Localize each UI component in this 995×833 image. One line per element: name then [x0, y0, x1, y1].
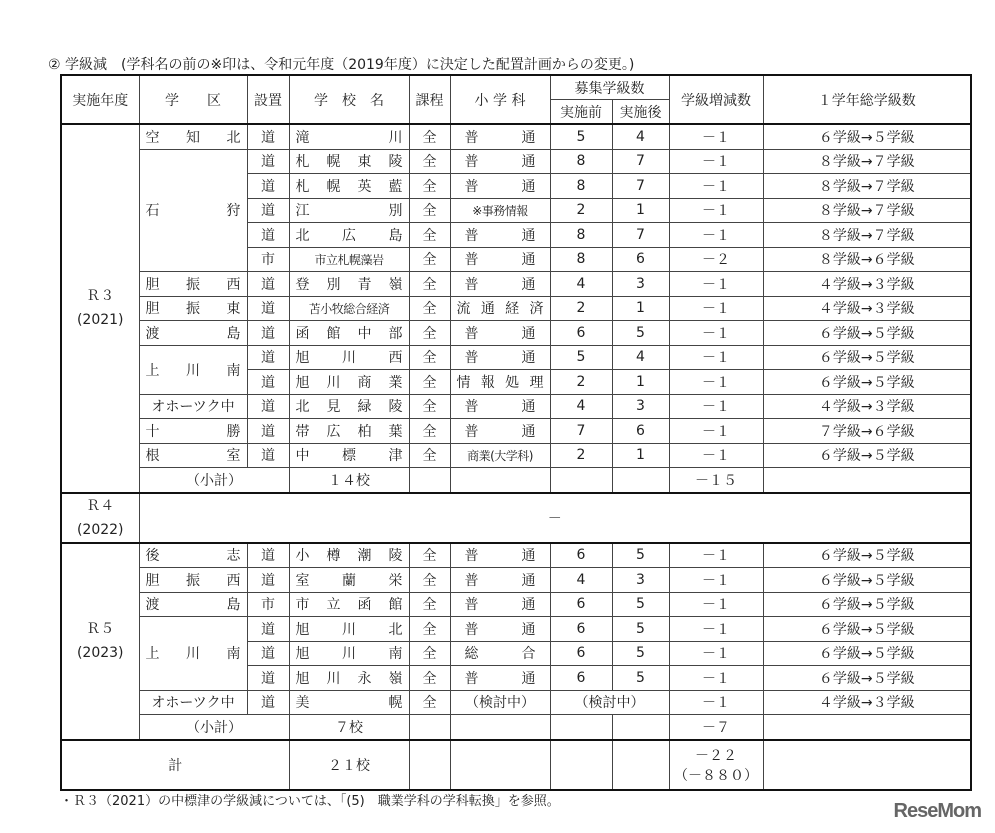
- course-cell: 全: [409, 419, 450, 444]
- school-cell: 北広島: [289, 223, 409, 248]
- total-cell: ４学級→３学級: [763, 296, 971, 321]
- empty-cell: [612, 740, 669, 790]
- subject-cell: 総合: [450, 641, 550, 666]
- change-cell: －１: [669, 568, 763, 593]
- total-cell: ４学級→３学級: [763, 394, 971, 419]
- setup-cell: 道: [247, 419, 289, 444]
- year-cell: [61, 543, 139, 740]
- school-cell: 苫小牧総合経済: [289, 296, 409, 321]
- district-cell: オホーツク中: [139, 394, 247, 419]
- change-cell: －１: [669, 666, 763, 691]
- header-setup: 設置: [247, 75, 289, 124]
- total-cell: ６学級→５学級: [763, 370, 971, 395]
- setup-cell: 道: [247, 641, 289, 666]
- subject-cell: 流通経済: [450, 296, 550, 321]
- change-cell: －１: [669, 370, 763, 395]
- total-cell: ６学級→５学級: [763, 543, 971, 568]
- subject-cell: ※事務情報: [450, 198, 550, 223]
- school-cell: 札幌英藍: [289, 174, 409, 199]
- subject-cell: 普通: [450, 666, 550, 691]
- school-cell: 滝川: [289, 124, 409, 149]
- school-cell: 小樽潮陵: [289, 543, 409, 568]
- change-cell: －１: [669, 345, 763, 370]
- header-after: 実施後: [612, 100, 669, 125]
- empty-cell: [409, 715, 450, 740]
- after-cell: 4: [612, 345, 669, 370]
- subtotal-change: －７: [669, 715, 763, 740]
- subject-cell: 普通: [450, 149, 550, 174]
- total-cell: ８学級→７学級: [763, 149, 971, 174]
- after-cell: 5: [612, 543, 669, 568]
- course-cell: 全: [409, 272, 450, 297]
- subtotal-row: [61, 468, 971, 493]
- year-label: Ｒ４: [86, 497, 115, 514]
- setup-cell: 道: [247, 223, 289, 248]
- total-cell: ８学級→７学級: [763, 198, 971, 223]
- school-cell: 市立札幌藻岩: [289, 247, 409, 272]
- setup-cell: 道: [247, 272, 289, 297]
- total-cell: ６学級→５学級: [763, 592, 971, 617]
- subtotal-schools: １４校: [289, 468, 409, 493]
- change-cell: －１: [669, 617, 763, 642]
- course-cell: 全: [409, 223, 450, 248]
- setup-cell: 道: [247, 568, 289, 593]
- after-cell: 3: [612, 394, 669, 419]
- school-cell: 札幌東陵: [289, 149, 409, 174]
- course-cell: 全: [409, 321, 450, 346]
- header-course: 課程: [409, 75, 450, 124]
- before-cell: 6: [550, 543, 612, 568]
- total-cell: ８学級→７学級: [763, 174, 971, 199]
- change-cell: －１: [669, 690, 763, 715]
- change-cell: －１: [669, 592, 763, 617]
- empty-cell: [612, 468, 669, 493]
- empty-cell: [763, 468, 971, 493]
- change-cell: －１: [669, 198, 763, 223]
- table-row: [61, 124, 971, 149]
- district-cell: 胆振東: [139, 296, 247, 321]
- after-cell: 3: [612, 568, 669, 593]
- course-cell: 全: [409, 568, 450, 593]
- table-row: [61, 617, 971, 642]
- setup-cell: 道: [247, 174, 289, 199]
- subtotal-change: －１５: [669, 468, 763, 493]
- setup-cell: 道: [247, 666, 289, 691]
- subject-cell: 普通: [450, 543, 550, 568]
- course-cell: 全: [409, 247, 450, 272]
- before-cell: 6: [550, 321, 612, 346]
- subject-cell: 商業(大学科): [450, 443, 550, 468]
- setup-cell: 道: [247, 124, 289, 149]
- before-cell: 5: [550, 124, 612, 149]
- subject-cell: 普通: [450, 419, 550, 444]
- setup-cell: 道: [247, 370, 289, 395]
- after-cell: 1: [612, 296, 669, 321]
- course-cell: 全: [409, 592, 450, 617]
- table-row: [61, 592, 971, 617]
- table-row: [61, 272, 971, 297]
- total-cell: ６学級→５学級: [763, 568, 971, 593]
- district-cell: 十勝: [139, 419, 247, 444]
- total-cell: ６学級→５学級: [763, 641, 971, 666]
- subtotal-row: [61, 715, 971, 740]
- empty-cell: [409, 740, 450, 790]
- change-cell: －１: [669, 321, 763, 346]
- grand-total-change-value: －２２: [695, 747, 737, 764]
- subject-cell: 普通: [450, 223, 550, 248]
- no-change-cell: －: [139, 493, 971, 543]
- header-recruit: 募集学級数: [550, 75, 669, 100]
- setup-cell: 道: [247, 345, 289, 370]
- after-cell: 4: [612, 124, 669, 149]
- subject-cell: 普通: [450, 394, 550, 419]
- resemom-logo: ReseMom: [893, 800, 981, 822]
- year-label: Ｒ５: [86, 621, 115, 637]
- school-cell: 旭川北: [289, 617, 409, 642]
- before-cell: 8: [550, 174, 612, 199]
- course-cell: 全: [409, 543, 450, 568]
- before-cell: 4: [550, 568, 612, 593]
- after-cell: 6: [612, 419, 669, 444]
- setup-cell: 道: [247, 543, 289, 568]
- before-cell: 4: [550, 272, 612, 297]
- before-cell: 8: [550, 223, 612, 248]
- table-row: [61, 493, 971, 543]
- district-cell: 胆振西: [139, 272, 247, 297]
- school-cell: 市立函館: [289, 592, 409, 617]
- table-row: [61, 345, 971, 370]
- table-row: [61, 443, 971, 468]
- empty-cell: [450, 468, 550, 493]
- before-cell: 2: [550, 198, 612, 223]
- subject-cell: 普通: [450, 272, 550, 297]
- table-row: [61, 419, 971, 444]
- before-cell: 6: [550, 617, 612, 642]
- after-cell: 6: [612, 247, 669, 272]
- change-cell: －１: [669, 272, 763, 297]
- before-cell: 8: [550, 149, 612, 174]
- year-cell: [61, 493, 139, 543]
- grand-total-change-students: （－８８０）: [674, 767, 758, 784]
- grand-total-row: [61, 740, 971, 790]
- total-cell: ６学級→５学級: [763, 124, 971, 149]
- district-cell: 石狩: [139, 149, 247, 272]
- subject-cell: （検討中）: [450, 690, 550, 715]
- empty-cell: [763, 715, 971, 740]
- setup-cell: 道: [247, 296, 289, 321]
- header-total: １学年総学級数: [763, 75, 971, 124]
- subject-cell: 普通: [450, 568, 550, 593]
- year-label: Ｒ３: [86, 288, 115, 305]
- setup-cell: 道: [247, 443, 289, 468]
- subject-cell: 普通: [450, 617, 550, 642]
- school-cell: 美幌: [289, 690, 409, 715]
- course-cell: 全: [409, 641, 450, 666]
- header-district: 学 区: [139, 75, 247, 124]
- subject-cell: 普通: [450, 124, 550, 149]
- district-cell: 後志: [139, 543, 247, 568]
- course-cell: 全: [409, 296, 450, 321]
- before-cell: 5: [550, 345, 612, 370]
- after-cell: 3: [612, 272, 669, 297]
- change-cell: －１: [669, 149, 763, 174]
- year-sub-label: (2023): [76, 645, 124, 661]
- change-cell: －１: [669, 443, 763, 468]
- after-cell: 7: [612, 149, 669, 174]
- district-cell: オホーツク中: [139, 690, 247, 715]
- total-cell: ８学級→７学級: [763, 223, 971, 248]
- subject-cell: 普通: [450, 174, 550, 199]
- school-cell: 登別青嶺: [289, 272, 409, 297]
- empty-cell: [763, 740, 971, 790]
- setup-cell: 市: [247, 247, 289, 272]
- setup-cell: 道: [247, 617, 289, 642]
- course-cell: 全: [409, 690, 450, 715]
- subtotal-schools: ７校: [289, 715, 409, 740]
- school-cell: 旭川商業: [289, 370, 409, 395]
- change-cell: －１: [669, 296, 763, 321]
- course-cell: 全: [409, 345, 450, 370]
- table-row: [61, 543, 971, 568]
- school-cell: 帯広柏葉: [289, 419, 409, 444]
- setup-cell: 道: [247, 321, 289, 346]
- subject-cell: 普通: [450, 592, 550, 617]
- before-cell: 6: [550, 641, 612, 666]
- after-cell: 1: [612, 198, 669, 223]
- school-cell: 北見緑陵: [289, 394, 409, 419]
- school-cell: 旭川永嶺: [289, 666, 409, 691]
- after-cell: 5: [612, 321, 669, 346]
- district-cell: 胆振西: [139, 568, 247, 593]
- before-cell: 2: [550, 370, 612, 395]
- section-title: ② 学級減 (学科名の前の※印は、令和元年度（2019年度）に決定した配置計画からの変更。): [48, 57, 635, 73]
- year-sub-label: (2021): [76, 312, 124, 329]
- setup-cell: 道: [247, 149, 289, 174]
- school-cell: 中標津: [289, 443, 409, 468]
- change-cell: －１: [669, 543, 763, 568]
- course-cell: 全: [409, 617, 450, 642]
- change-cell: －１: [669, 419, 763, 444]
- setup-cell: 道: [247, 690, 289, 715]
- before-cell: 2: [550, 443, 612, 468]
- subject-cell: 普通: [450, 321, 550, 346]
- school-cell: 函館中部: [289, 321, 409, 346]
- header-school: 学 校 名: [289, 75, 409, 124]
- subtotal-label: （小計）: [139, 715, 289, 740]
- total-cell: ６学級→５学級: [763, 617, 971, 642]
- header-subject: 小 学 科: [450, 75, 550, 124]
- after-cell: 7: [612, 223, 669, 248]
- setup-cell: 道: [247, 394, 289, 419]
- after-cell: 1: [612, 443, 669, 468]
- grand-total-schools: ２１校: [289, 740, 409, 790]
- after-cell: 5: [612, 617, 669, 642]
- total-cell: ６学級→５学級: [763, 345, 971, 370]
- course-cell: 全: [409, 198, 450, 223]
- grand-total-label: 計: [61, 740, 289, 790]
- subject-cell: 情報処理: [450, 370, 550, 395]
- table-body: [61, 124, 971, 790]
- course-cell: 全: [409, 666, 450, 691]
- course-cell: 全: [409, 174, 450, 199]
- subtotal-label: （小計）: [139, 468, 289, 493]
- total-cell: ７学級→６学級: [763, 419, 971, 444]
- total-cell: ４学級→３学級: [763, 272, 971, 297]
- year-cell: [61, 124, 139, 493]
- change-cell: －２: [669, 247, 763, 272]
- empty-cell: [550, 715, 612, 740]
- table-row: [61, 321, 971, 346]
- setup-cell: 道: [247, 198, 289, 223]
- change-cell: －１: [669, 641, 763, 666]
- district-cell: 上川南: [139, 345, 247, 394]
- district-cell: 渡島: [139, 321, 247, 346]
- total-cell: ６学級→５学級: [763, 443, 971, 468]
- course-cell: 全: [409, 124, 450, 149]
- district-cell: 渡島: [139, 592, 247, 617]
- total-cell: ８学級→６学級: [763, 247, 971, 272]
- setup-cell: 市: [247, 592, 289, 617]
- district-cell: 根室: [139, 443, 247, 468]
- header-before: 実施前: [550, 100, 612, 125]
- after-cell: 5: [612, 641, 669, 666]
- before-cell: 6: [550, 666, 612, 691]
- course-cell: 全: [409, 149, 450, 174]
- school-cell: 江別: [289, 198, 409, 223]
- district-cell: 上川南: [139, 617, 247, 691]
- table-row: [61, 296, 971, 321]
- year-sub-label: (2022): [76, 521, 124, 538]
- recruit-merged-cell: （検討中）: [550, 690, 669, 715]
- district-cell: 空知北: [139, 124, 247, 149]
- change-cell: －１: [669, 174, 763, 199]
- school-cell: 旭川南: [289, 641, 409, 666]
- table-row: [61, 394, 971, 419]
- class-reduction-table: [60, 74, 972, 791]
- empty-cell: [612, 715, 669, 740]
- subject-cell: 普通: [450, 247, 550, 272]
- header-year: 実施年度: [61, 75, 139, 124]
- course-cell: 全: [409, 443, 450, 468]
- after-cell: 7: [612, 174, 669, 199]
- empty-cell: [450, 740, 550, 790]
- subject-cell: 普通: [450, 345, 550, 370]
- after-cell: 5: [612, 666, 669, 691]
- before-cell: 8: [550, 247, 612, 272]
- after-cell: 5: [612, 592, 669, 617]
- before-cell: 4: [550, 394, 612, 419]
- footnote: ・Ｒ３（2021）の中標津の学級減については、「(5) 職業学科の学科転換」を参照。: [60, 794, 560, 809]
- change-cell: －１: [669, 223, 763, 248]
- empty-cell: [450, 715, 550, 740]
- change-cell: －１: [669, 124, 763, 149]
- header-change: 学級増減数: [669, 75, 763, 124]
- empty-cell: [550, 468, 612, 493]
- course-cell: 全: [409, 370, 450, 395]
- before-cell: 2: [550, 296, 612, 321]
- empty-cell: [409, 468, 450, 493]
- school-cell: 室蘭栄: [289, 568, 409, 593]
- before-cell: 7: [550, 419, 612, 444]
- total-cell: ４学級→３学級: [763, 690, 971, 715]
- total-cell: ６学級→５学級: [763, 321, 971, 346]
- empty-cell: [550, 740, 612, 790]
- before-cell: 6: [550, 592, 612, 617]
- grand-total-change: [669, 740, 763, 790]
- change-cell: －１: [669, 394, 763, 419]
- table-row: [61, 568, 971, 593]
- school-cell: 旭川西: [289, 345, 409, 370]
- after-cell: 1: [612, 370, 669, 395]
- total-cell: ６学級→５学級: [763, 666, 971, 691]
- course-cell: 全: [409, 394, 450, 419]
- table-row: [61, 149, 971, 174]
- table-row: [61, 690, 971, 715]
